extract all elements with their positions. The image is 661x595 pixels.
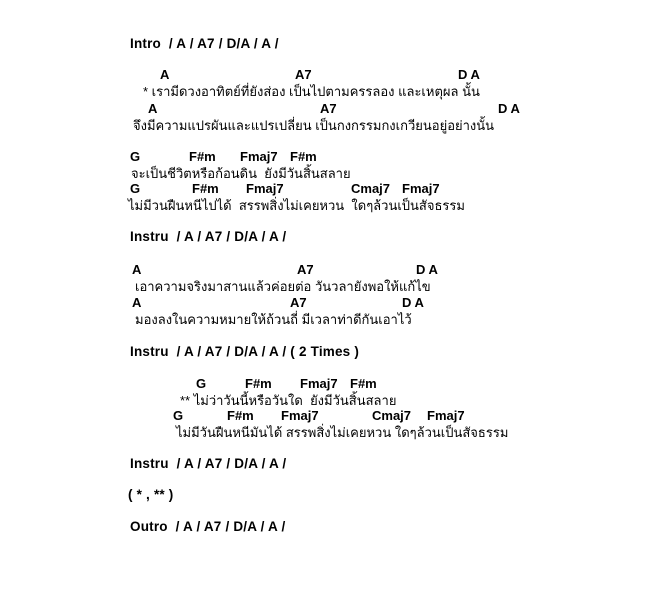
chord-token: A7 bbox=[295, 67, 312, 82]
chord-token: G bbox=[130, 181, 141, 196]
section-line: Instru / A / A7 / D/A / A / bbox=[130, 229, 287, 244]
lyric-line: ไม่มีวันฝืนหนีมันได้ สรรพสิ่งไม่เคยหวน ใดๆล้วนเป็นสัจธรรม bbox=[176, 425, 509, 440]
chord-token: G bbox=[173, 408, 184, 423]
section-line: Intro / A / A7 / D/A / A / bbox=[130, 36, 279, 51]
lyric-line: จะเป็นชีวิตหรือก้อนดิน ยังมีวันสิ้นสลาย bbox=[131, 166, 351, 181]
section-line: Instru / A / A7 / D/A / A / ( 2 Times ) bbox=[130, 344, 360, 359]
lyric-line: จึงมีความแปรผันและแปรเปลี่ยน เป็นกงกรรมกงเกวียนอยู่อย่างนั้น bbox=[133, 118, 495, 133]
section-line: Instru / A / A7 / D/A / A / bbox=[130, 456, 287, 471]
chord-token: F#m bbox=[189, 149, 216, 164]
chord-token: F#m bbox=[192, 181, 219, 196]
repeat-marker-line: ( * , ** ) bbox=[128, 487, 174, 502]
chord-token: A bbox=[160, 67, 170, 82]
chord-token: Fmaj7 bbox=[427, 408, 465, 423]
chord-token: Cmaj7 bbox=[372, 408, 412, 423]
lyric-line: เอาความจริงมาสานแล้วค่อยต่อ วันวลายังพอให้แก้ไข bbox=[135, 279, 431, 294]
chord-token: G bbox=[196, 376, 207, 391]
lyric-line: ไม่มีวนฝืนหนีไปได้ สรรพสิ่งไม่เคยหวน ใดๆล้วนเป็นสัจธรรม bbox=[128, 198, 465, 213]
chord-token: F#m bbox=[290, 149, 317, 164]
chord-token: Fmaj7 bbox=[240, 149, 278, 164]
chord-token: F#m bbox=[227, 408, 254, 423]
lyric-line: * เรามีดวงอาทิตย์ที่ยังส่อง เป็นไปตามครรลอง และเหตุผล นั้น bbox=[143, 84, 480, 99]
chord-token: F#m bbox=[350, 376, 377, 391]
chord-token: D A bbox=[402, 295, 424, 310]
chord-token: Fmaj7 bbox=[402, 181, 440, 196]
chord-token: A bbox=[148, 101, 158, 116]
chord-token: Fmaj7 bbox=[246, 181, 284, 196]
chord-token: A bbox=[132, 295, 142, 310]
section-line: Outro / A / A7 / D/A / A / bbox=[130, 519, 286, 534]
chord-token: A7 bbox=[320, 101, 337, 116]
chord-token: Cmaj7 bbox=[351, 181, 391, 196]
chord-token: A7 bbox=[297, 262, 314, 277]
lyric-line: ** ไม่ว่าวันนี้หรือวันใด ยังมีวันสิ้นสลาย bbox=[180, 393, 397, 408]
chord-token: A bbox=[132, 262, 142, 277]
chord-token: G bbox=[130, 149, 141, 164]
lyric-line: มองลงในความหมายให้ถ้วนถี่ มีเวลาท่าดีกันเอาไว้ bbox=[135, 312, 412, 327]
chord-token: D A bbox=[498, 101, 520, 116]
chord-token: Fmaj7 bbox=[300, 376, 338, 391]
chord-token: F#m bbox=[245, 376, 272, 391]
chord-token: A7 bbox=[290, 295, 307, 310]
chord-token: Fmaj7 bbox=[281, 408, 319, 423]
chord-token: D A bbox=[458, 67, 480, 82]
chord-token: D A bbox=[416, 262, 438, 277]
